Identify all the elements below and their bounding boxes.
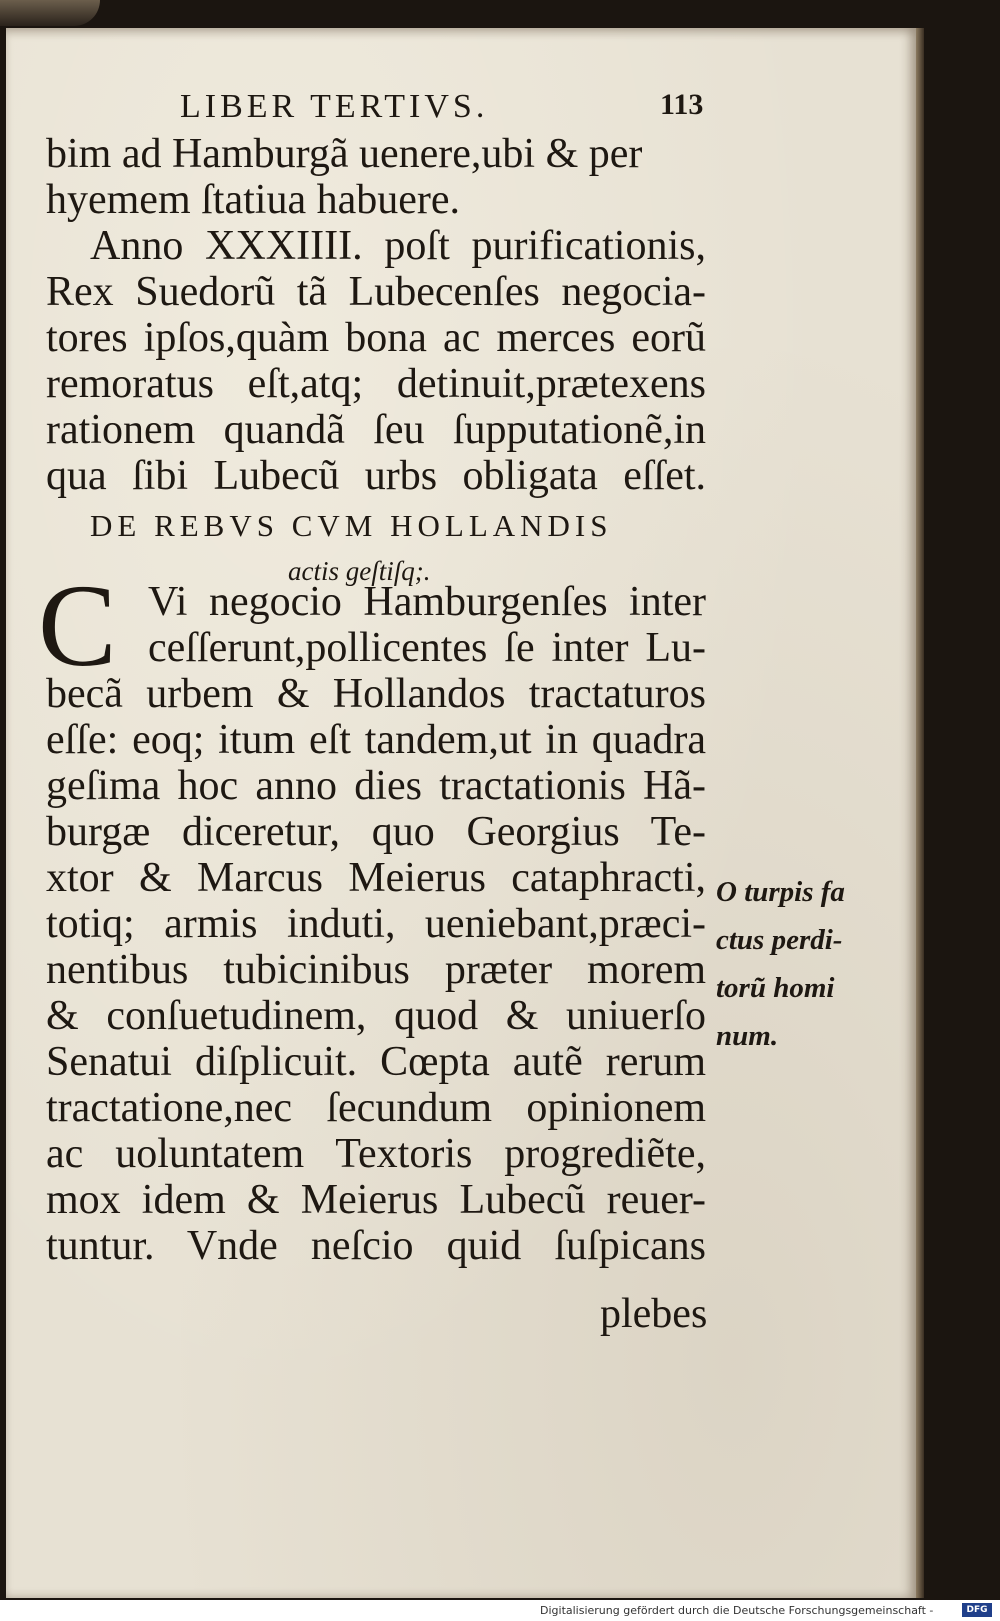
text-line: remoratus eſt,atq; detinuit,prætexens <box>46 361 706 407</box>
text-line: tractatione,nec ſecundum opinionem <box>46 1085 706 1131</box>
text-line: qua ſibi Lubecũ urbs obligata eſſet. <box>46 453 706 499</box>
text-line: mox idem & Meierus Lubecũ reuer- <box>46 1177 706 1223</box>
text-line: eſſe: eoq; itum eſt tandem,ut in quadra <box>46 717 706 763</box>
catchword: plebes <box>600 1291 708 1337</box>
page-edge <box>916 28 924 1598</box>
book-binding-shadow <box>0 0 100 26</box>
text-line: tores ipſos,quàm bona ac merces eorũ <box>46 315 706 361</box>
text-line: burgæ diceretur, quo Georgius Te- <box>46 809 706 855</box>
digitization-credit: Digitalisierung gefördert durch die Deutsche Forschungsgemeinschaft - <box>540 1604 934 1617</box>
section-heading: DE REBVS CVM HOLLANDIS <box>90 508 613 543</box>
text-line: & conſuetudinem, quod & uniuerſo <box>46 993 706 1039</box>
text-line: Vi negocio Hamburgenſes inter <box>148 579 706 625</box>
marginal-note-line: num. <box>716 1020 779 1052</box>
text-line: Rex Suedorũ tã Lubecenſes negocia- <box>46 269 706 315</box>
dfg-logo: DFG <box>962 1603 992 1617</box>
text-line: geſima hoc anno dies tractationis Hã- <box>46 763 706 809</box>
text-line: bim ad Hamburgã uenere,ubi & per <box>46 131 643 177</box>
text-line: becã urbem & Hollandos tractaturos <box>46 671 706 717</box>
text-line: xtor & Marcus Meierus cataphracti, <box>46 855 706 901</box>
running-head-title: LIBER TERTIVS. <box>180 88 489 125</box>
text-line: ac uoluntatem Textoris progrediẽte, <box>46 1131 706 1177</box>
marginal-note-line: ctus perdi- <box>716 924 843 956</box>
text-line: tuntur. Vnde neſcio quid ſuſpicans <box>46 1223 706 1269</box>
section-subheading: actis geſtiſq;. <box>288 556 431 586</box>
text-line: nentibus tubicinibus præter morem <box>46 947 706 993</box>
text-line: ceſſerunt,pollicentes ſe inter Lu- <box>148 625 706 671</box>
marginal-note-line: torũ homi <box>716 972 835 1004</box>
marginal-note-line: O turpis fa <box>716 876 845 908</box>
page-number: 113 <box>660 88 704 121</box>
text-line: Senatui diſplicuit. Cœpta autẽ rerum <box>46 1039 706 1085</box>
text-line: totiq; armis induti, ueniebant,præci- <box>46 901 706 947</box>
drop-initial: C <box>38 560 117 691</box>
text-line: rationem quandã ſeu ſupputationẽ,in <box>46 407 706 453</box>
text-line: Anno XXXIIII. poſt purificationis, <box>90 223 706 269</box>
text-line: hyemem ſtatiua habuere. <box>46 177 460 223</box>
